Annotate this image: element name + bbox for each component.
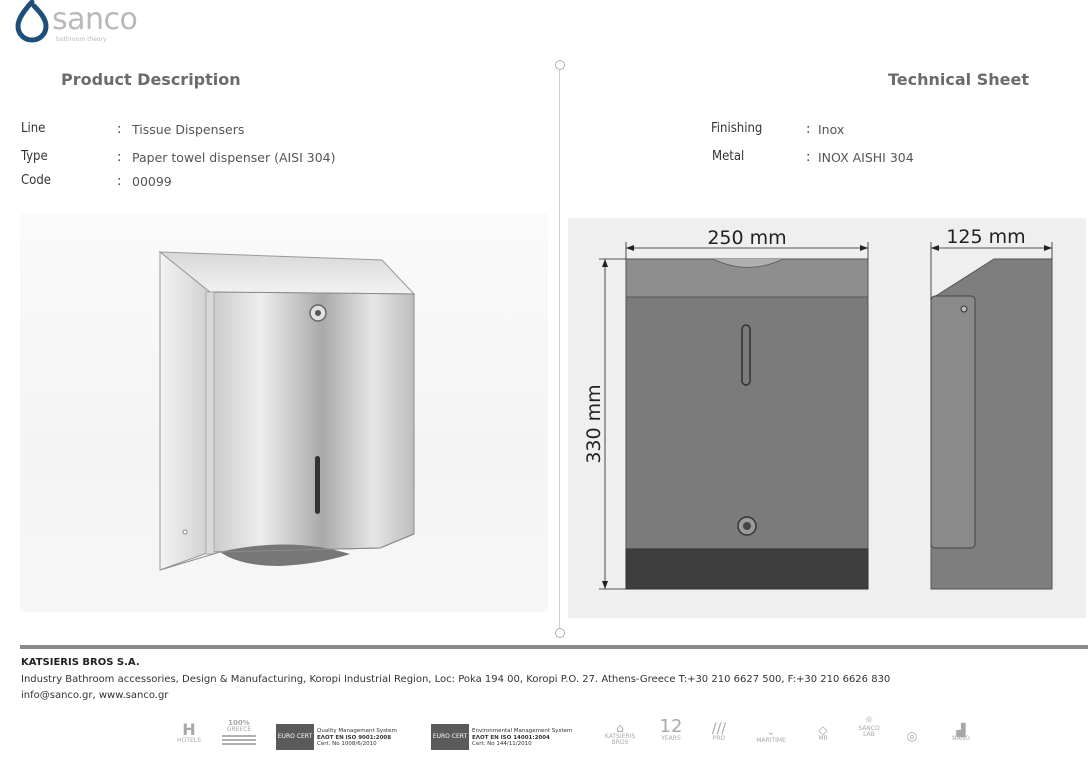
product-description-heading: Product Description: [61, 70, 241, 89]
eurocert-ems-icon: EURO CERT: [431, 724, 469, 750]
row-value-finishing: Inox: [818, 122, 845, 137]
katsieris-badge-icon: ⌂ KATSIERIS BROS: [604, 721, 636, 746]
row-colon: :: [806, 122, 811, 137]
dimension-height-label: 330 mm: [583, 384, 605, 464]
row-label-line: Line: [21, 121, 46, 136]
row-colon: :: [117, 150, 122, 165]
row-colon: :: [117, 122, 122, 137]
row-value-metal: INOX AISHI 304: [818, 150, 914, 165]
row-label-metal: Metal: [712, 149, 745, 164]
dimension-depth-label: 125 mm: [946, 226, 1026, 248]
row-value-type: Paper towel dispenser (AISI 304): [132, 150, 336, 165]
center-divider: [559, 64, 560, 632]
pro-badge-icon: /// PRO: [711, 721, 727, 742]
row-label-code: Code: [21, 173, 51, 188]
sanco-lab-badge-icon: ☼ SANCO LAB: [858, 715, 880, 738]
row-colon: :: [806, 150, 811, 165]
dimension-width-label: 250 mm: [707, 227, 787, 249]
row-value-code: 00099: [132, 174, 172, 189]
greece-flag-icon: 100% GREECE: [222, 720, 256, 747]
qms-certificate: Quality Management System ΕΛΟΤ EN ISO 9001:2008 Cert. No 1008/6/2010: [317, 728, 397, 748]
brand-name: sanco: [52, 2, 138, 37]
nano-badge-icon: ▟ NANO: [952, 723, 970, 742]
circle-badge-icon: ◎: [906, 729, 918, 743]
company-address: Industry Bathroom accessories, Design & Manufacturing, Koropi Industrial Region, Loc: Poka 194 00, Koropi P.O. 27. Athens-Greece T:+30 210 6627 500, F:+30 210 6626 830: [21, 674, 891, 685]
divider-bottom-dot: [555, 628, 565, 638]
hotels-icon: H HOTELS: [177, 720, 201, 744]
row-label-finishing: Finishing: [711, 121, 763, 136]
technical-drawing: [568, 218, 1086, 618]
mr-badge-icon: ◇ MR: [818, 723, 828, 742]
eurocert-qms-icon: EURO CERT: [276, 724, 314, 750]
technical-sheet-heading: Technical Sheet: [888, 70, 1029, 89]
maritime-badge-icon: ⌄ MARITIME: [756, 727, 786, 744]
company-name: KATSIERIS BROS S.A.: [21, 657, 140, 668]
product-photo-panel: [20, 214, 548, 612]
row-label-type: Type: [21, 149, 48, 164]
certification-badges: [170, 716, 990, 756]
row-colon: :: [117, 174, 122, 189]
warranty-badge-icon: 12 YEARS: [659, 716, 683, 742]
brand-tagline: bathroom theory: [56, 36, 107, 43]
product-photo: [20, 214, 548, 612]
ems-certificate: Environmental Management System ΕΛΟΤ EN ISO 14001:2004 Cert. No 144/11/2010: [472, 728, 573, 748]
row-value-line: Tissue Dispensers: [132, 122, 245, 137]
company-contact: info@sanco.gr, www.sanco.gr: [21, 690, 169, 701]
divider-top-dot: [555, 60, 565, 70]
footer-divider: [20, 645, 1088, 649]
technical-drawing-panel: [568, 218, 1086, 618]
